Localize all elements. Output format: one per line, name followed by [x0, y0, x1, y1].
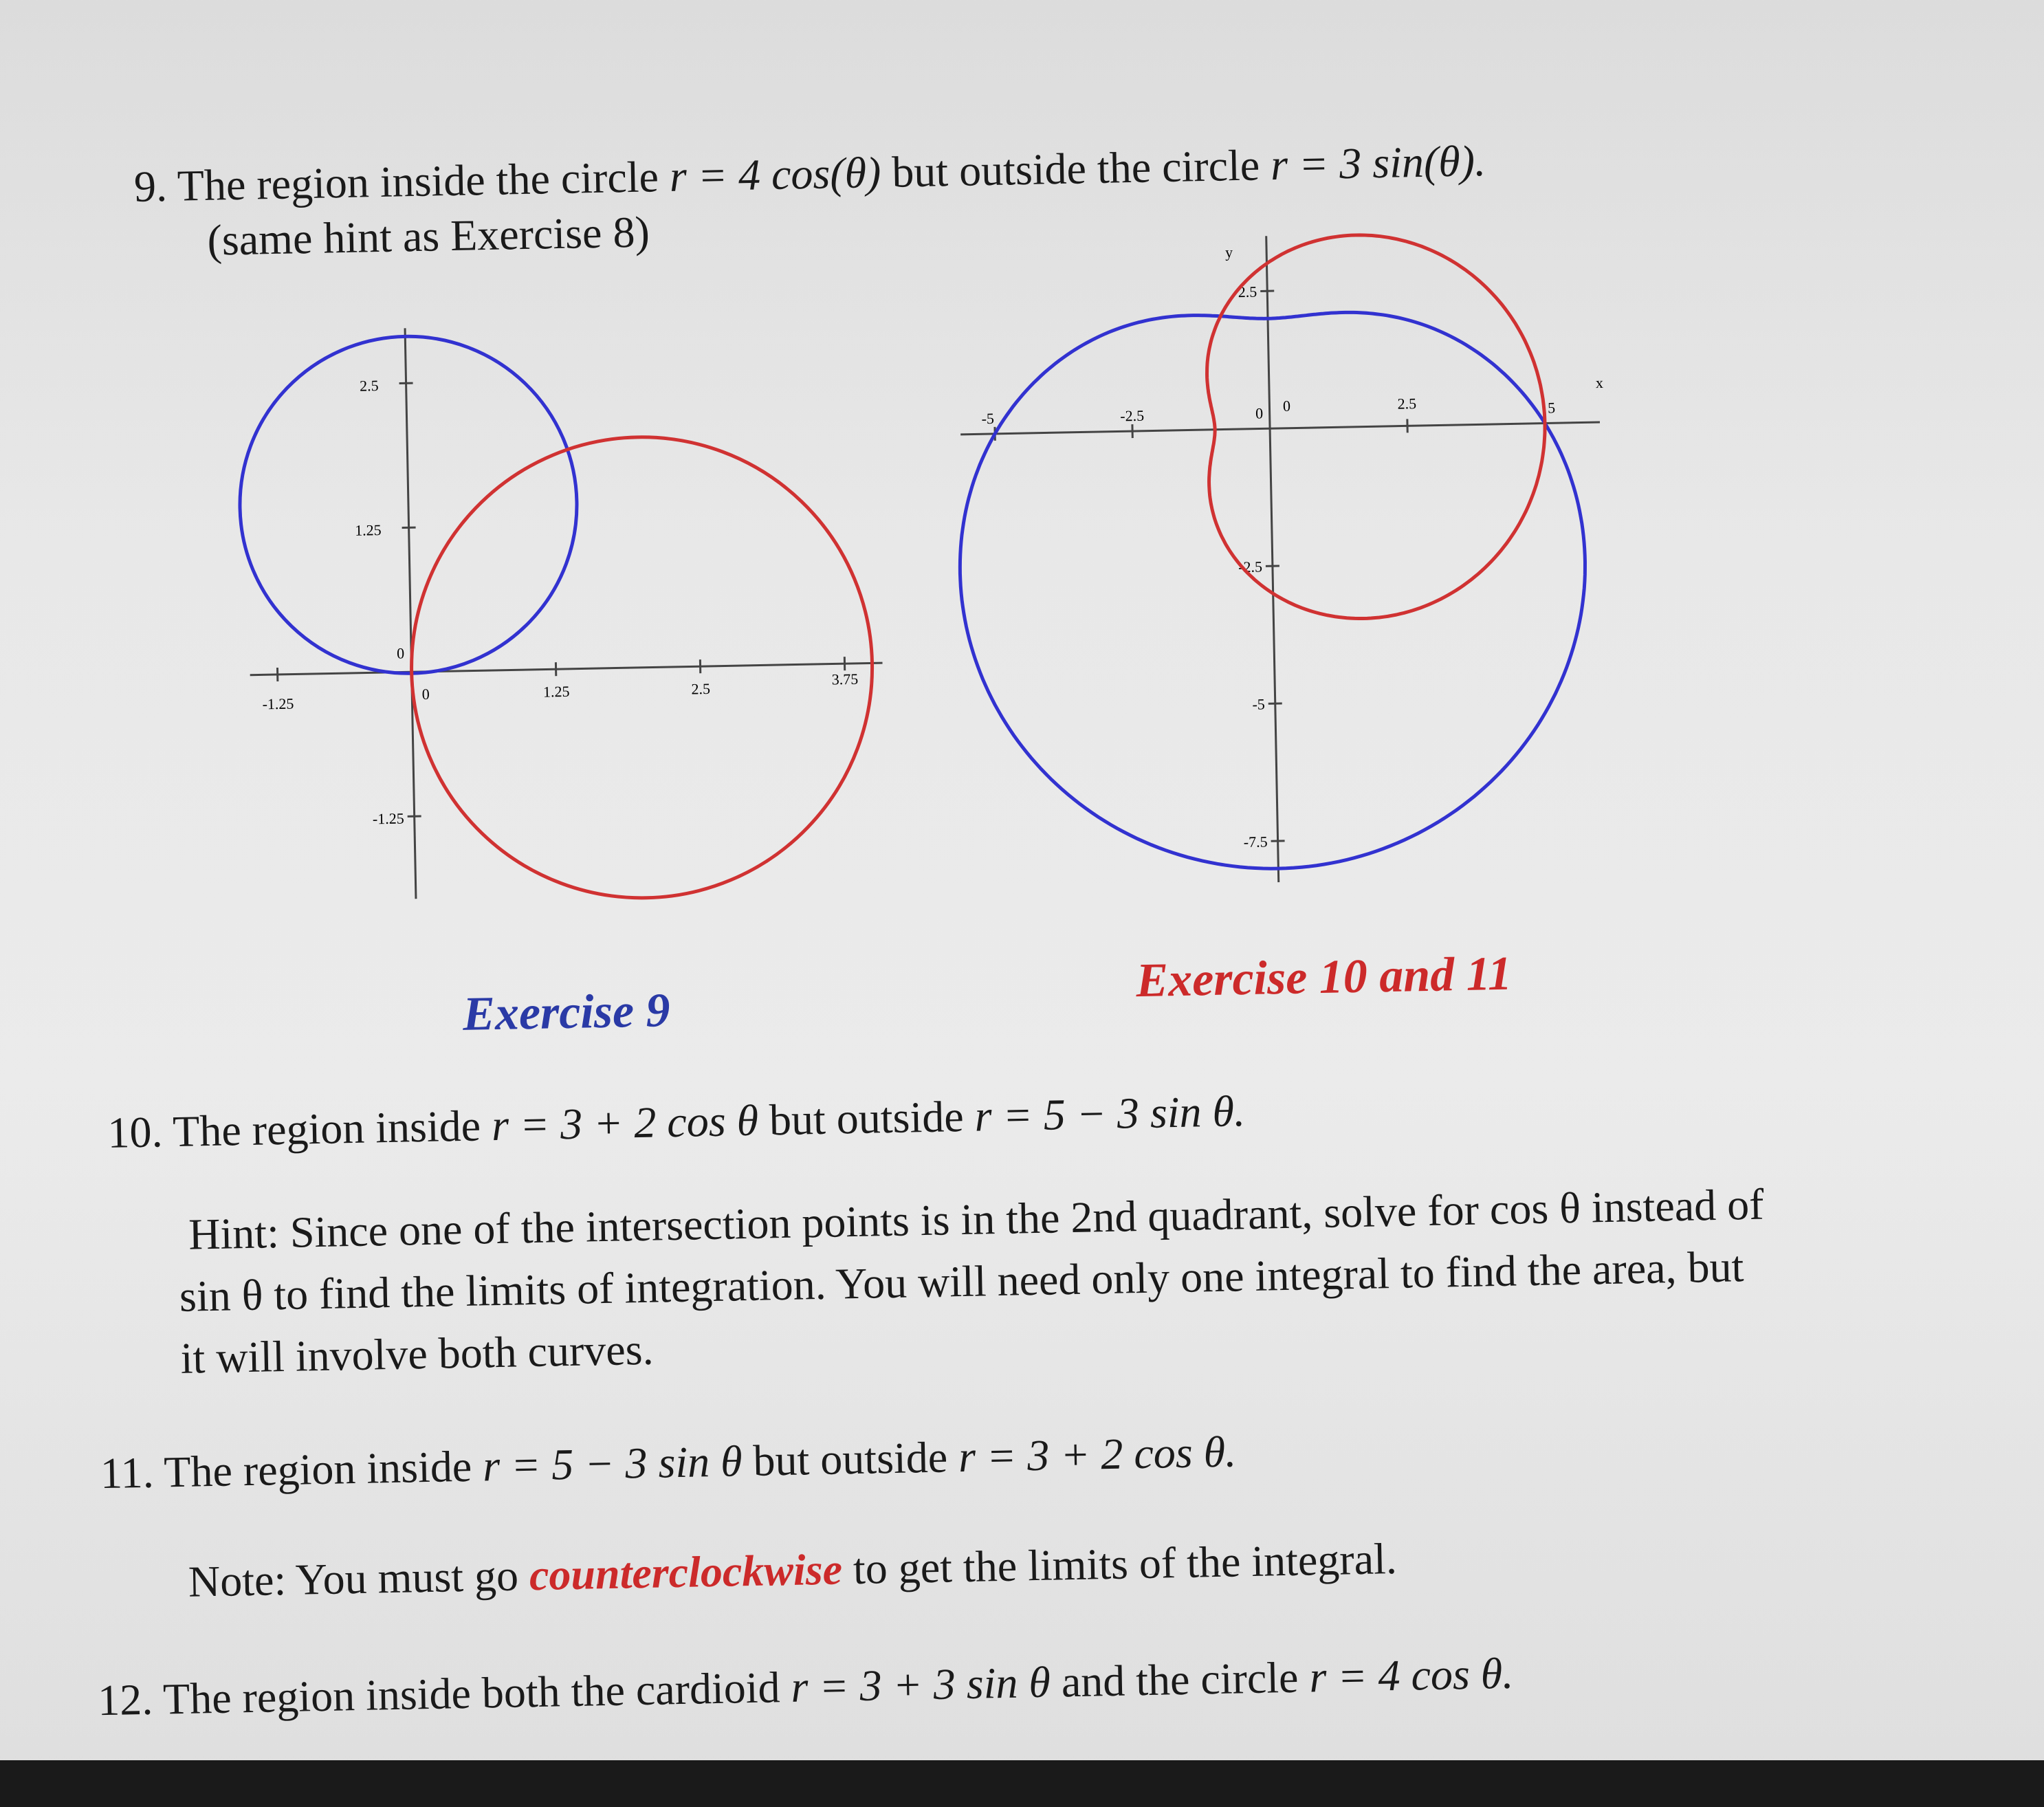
exercise-9-text-a: The region inside the circle: [177, 151, 670, 210]
y-axis-label: y: [1224, 243, 1233, 261]
x-axis: [250, 663, 883, 675]
exercise-10-hint-line-3: it will involve both curves.: [180, 1324, 655, 1383]
exercise-11-line: [100, 1426, 1237, 1499]
exercise-12-number: 12.: [97, 1674, 153, 1725]
exercise-9-line: [133, 135, 1486, 212]
y-tick-label: 2.5: [1238, 283, 1257, 301]
exercise-9-text-b: but outside the circle: [880, 140, 1271, 197]
x-tick-label: 2.5: [1397, 395, 1417, 413]
y-axis: [1266, 236, 1279, 882]
exercise-10-hint-line-2: sin θ to find the limits of integration. You will need only one integral to find the area, but: [179, 1242, 1744, 1321]
x-tick-label: 5: [1547, 399, 1556, 417]
x-tick-label: 0: [1282, 397, 1291, 415]
x-tick-label: 0: [421, 685, 430, 703]
exercise-12-line: [98, 1648, 1514, 1727]
y-tick-label: -5: [1252, 695, 1266, 713]
exercise-10-number: 10.: [107, 1107, 164, 1157]
exercise-11-mid: but outside: [741, 1432, 959, 1486]
x-tick-label: 0: [1255, 404, 1264, 422]
x-tick-label: -1.25: [262, 694, 294, 713]
exercise-10-line: [107, 1086, 1246, 1159]
exercise-11-note-a: Note: You must go: [188, 1551, 530, 1606]
exercise-12-eq2: r = 4 cos θ.: [1308, 1648, 1514, 1702]
exercise-11-eq2: r = 3 + 2 cos θ.: [958, 1427, 1237, 1482]
x-tick-label: 1.25: [542, 682, 570, 701]
exercise-9-hint: (same hint as Exercise 8): [206, 207, 650, 265]
x-tick-label: -5: [981, 409, 995, 428]
exercise-9-eq2: r = 3 sin(θ).: [1270, 136, 1486, 190]
exercise-11-number: 11.: [100, 1447, 155, 1498]
exercise-9-eq1: r = 4 cos(θ): [669, 148, 881, 201]
graph-exercise-10-11: [943, 215, 1643, 909]
caption-exercise-9: Exercise 9: [462, 984, 671, 1041]
y-tick-label: -2.5: [1238, 558, 1263, 576]
screen-bezel: [0, 1760, 2044, 1807]
y-tick-label: -1.25: [372, 809, 404, 828]
exercise-9-number: 9.: [133, 161, 168, 211]
exercise-11-note-emphasis: counterclockwise: [529, 1544, 843, 1600]
exercise-11-note: [188, 1533, 1397, 1608]
caption-exercise-10-11: Exercise 10 and 11: [1135, 947, 1513, 1008]
exercise-12-text: The region inside both the cardioid: [162, 1662, 792, 1724]
x-tick-label: -2.5: [1120, 406, 1145, 425]
exercise-11-eq1: r = 5 − 3 sin θ: [482, 1436, 743, 1491]
exercise-10-eq2: r = 5 − 3 sin θ.: [974, 1086, 1246, 1141]
x-tick-label: 3.75: [831, 670, 859, 688]
exercise-10-text: The region inside: [172, 1101, 492, 1157]
graph-exercise-9: [222, 292, 908, 923]
exercise-12-mid: and the circle: [1050, 1652, 1310, 1707]
y-tick-label: 1.25: [354, 521, 382, 539]
y-tick-label: -7.5: [1243, 833, 1268, 851]
x-axis-label: x: [1595, 373, 1604, 392]
exercise-10-mid: but outside: [758, 1091, 976, 1145]
exercise-10-eq1: r = 3 + 2 cos θ: [491, 1095, 759, 1150]
exercise-12-eq1: r = 3 + 3 sin θ: [790, 1657, 1051, 1711]
exercise-11-note-b: to get the limits of the integral.: [842, 1533, 1398, 1594]
y-axis: [405, 328, 416, 899]
y-tick-label: 0: [396, 644, 405, 662]
exercise-10-hint-line-1: Hint: Since one of the intersection points is in the 2nd quadrant, solve for cos θ instead of: [188, 1179, 1765, 1259]
x-tick-label: 2.5: [691, 679, 711, 698]
y-tick-label: 2.5: [359, 377, 379, 395]
x-axis: [960, 422, 1600, 435]
exercise-11-text: The region inside: [163, 1441, 483, 1497]
